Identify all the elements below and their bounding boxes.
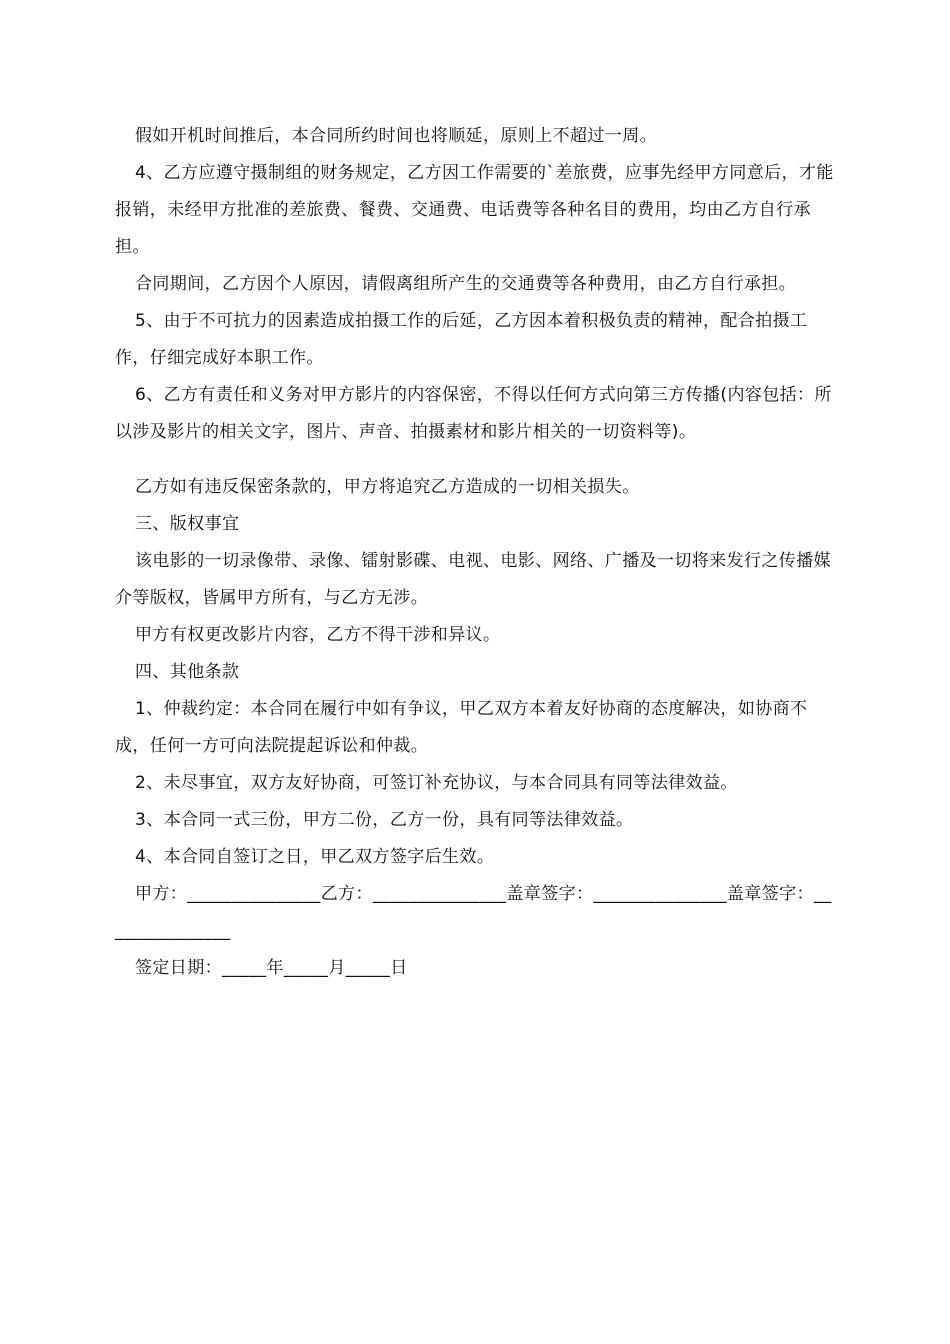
paragraph-arbitration: 1、仲裁约定：本合同在履行中如有争议，甲乙双方本着友好协商的态度解决，如协商不成，任何一方可向法院提起诉讼和仲裁。 [115, 699, 808, 756]
signature-line: 甲方：_______________乙方：_______________盖章签字：_______________盖章签字：_______________ [115, 884, 832, 941]
paragraph-effective-date: 4、本合同自签订之日，甲乙双方签字后生效。 [135, 847, 495, 867]
section-heading-other-terms: 四、其他条款 [135, 662, 240, 682]
paragraph-clause-5-force-majeure: 5、由于不可抗力的因素造成拍摄工作的后延，乙方因本着积极负责的精神，配合拍摄工作，仔细完成好本职工作。 [115, 311, 808, 368]
paragraph-content-modification: 甲方有权更改影片内容，乙方不得干涉和异议。 [135, 625, 501, 645]
signing-date-line: 签定日期：_____年_____月_____日 [135, 958, 408, 978]
paragraph-supplementary-agreement: 2、未尽事宜，双方友好协商，可签订补充协议，与本合同具有同等法律效益。 [135, 773, 738, 793]
document-body [115, 118, 837, 987]
paragraph-schedule-delay: 假如开机时间推后，本合同所约时间也将顺延，原则上不超过一周。 [135, 126, 657, 146]
section-heading-copyright: 三、版权事宜 [135, 514, 240, 534]
paragraph-copies: 3、本合同一式三份，甲方二份，乙方一份，具有同等法律效益。 [135, 810, 634, 830]
paragraph-clause-6-confidentiality: 6、乙方有责任和义务对甲方影片的内容保密，不得以任何方式向第三方传播(内容包括：所以涉及影片的相关文字，图片、声音、拍摄素材和影片相关的一切资料等)。 [115, 385, 832, 442]
paragraph-clause-4-travel-expenses: 4、乙方应遵守摄制组的财务规定，乙方因工作需要的`差旅费，应事先经甲方同意后，才能报销，未经甲方批准的差旅费、餐费、交通费、电话费等各种名目的费用，均由乙方自行承担。 [115, 163, 834, 257]
paragraph-copyright-ownership: 该电影的一切录像带、录像、镭射影碟、电视、电影、网络、广播及一切将来发行之传播媒介等版权，皆属甲方所有，与乙方无涉。 [115, 551, 831, 608]
paragraph-personal-leave-costs: 合同期间，乙方因个人原因，请假离组所产生的交通费等各种费用，由乙方自行承担。 [135, 274, 797, 294]
paragraph-confidentiality-breach: 乙方如有违反保密条款的，甲方将追究乙方造成的一切相关损失。 [135, 477, 640, 497]
